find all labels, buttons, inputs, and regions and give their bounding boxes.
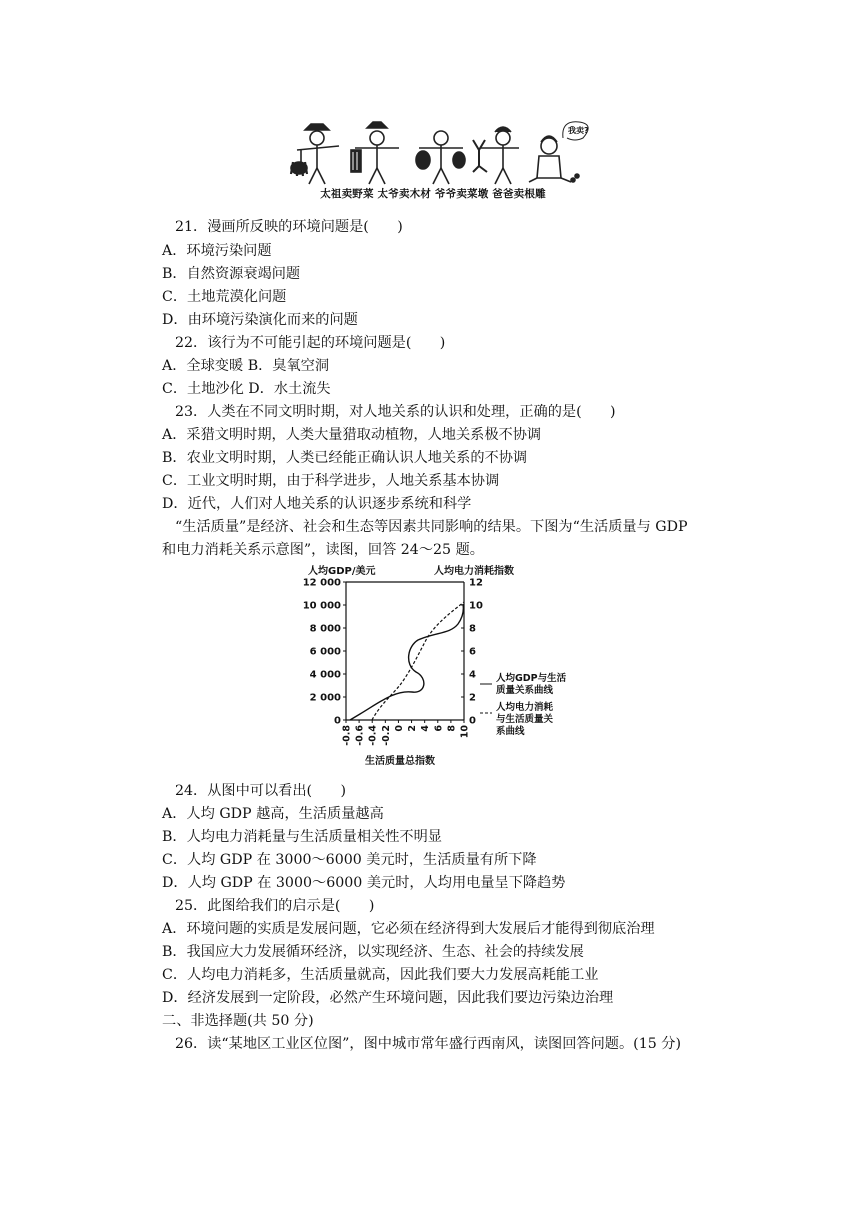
left-tick-label: 4 000 bbox=[309, 669, 341, 681]
q24-option-b: B．人均电力消耗量与生活质量相关性不明显 bbox=[162, 829, 442, 845]
x-tick-label: 2 bbox=[407, 725, 419, 732]
q25-option-d: D．经济发展到一定阶段，必然产生环境问题，因此我们要边污染边治理 bbox=[162, 990, 614, 1006]
q23-option-a: A．采猎文明时期，人类大量猎取动植物，人地关系极不协调 bbox=[162, 427, 542, 443]
q24-stem: 24．从图中可以看出( ) bbox=[175, 783, 346, 799]
q26-stem: 26．读“某地区工业区位图”，图中城市常年盛行西南风，读图回答问题。(15 分) bbox=[175, 1036, 682, 1052]
figure-ancestor-vegetables bbox=[291, 124, 339, 184]
figure-grandpa-boards bbox=[416, 131, 465, 184]
legend-solid-line-2: 质量关系曲线 bbox=[496, 685, 554, 696]
x-tick-label: -0.6 bbox=[354, 725, 366, 746]
q23-option-c: C．工业文明时期，由于科学进步，人地关系基本协调 bbox=[162, 473, 500, 489]
left-tick-label: 8 000 bbox=[309, 623, 341, 635]
left-axis-title: 人均GDP/美元 bbox=[308, 566, 376, 577]
figure-grandfather-wood bbox=[351, 122, 399, 184]
q21-option-a: A．环境污染问题 bbox=[162, 243, 272, 259]
q25-option-b: B．我国应大力发展循环经济，以实现经济、生态、社会的持续发展 bbox=[162, 944, 584, 960]
x-tick-label: -0.8 bbox=[341, 725, 353, 746]
q24-option-a: A．人均 GDP 越高，生活质量越高 bbox=[162, 806, 384, 822]
q23-stem: 23．人类在不同文明时期，对人地关系的认识和处理，正确的是( ) bbox=[175, 404, 616, 420]
q24-option-c: C．人均 GDP 在 3000～6000 美元时，生活质量有所下降 bbox=[162, 852, 537, 868]
q23-option-b: B．农业文明时期，人类已经能正确认识人地关系的不协调 bbox=[162, 450, 528, 466]
x-tick-label: 8 bbox=[446, 725, 458, 732]
q22-stem: 22．该行为不可能引起的环境问题是( ) bbox=[175, 335, 446, 351]
right-tick-label: 8 bbox=[469, 623, 476, 635]
right-tick-label: 6 bbox=[469, 646, 476, 658]
intro-line-1: “生活质量”是经济、社会和生态等因素共同影响的结果。下图为“生活质量与 GDP bbox=[175, 519, 688, 535]
q22-options-cd: C．土地沙化 D．水土流失 bbox=[162, 381, 331, 397]
left-tick-label: 12 000 bbox=[302, 577, 341, 589]
q21-option-b: B．自然资源衰竭问题 bbox=[162, 266, 301, 282]
q21-option-d: D．由环境污染演化而来的问题 bbox=[162, 312, 358, 328]
q21-stem: 21．漫画所反映的环境问题是( ) bbox=[175, 219, 403, 235]
x-axis-title: 生活质量总指数 bbox=[365, 756, 435, 767]
q25-option-c: C．人均电力消耗多，生活质量就高，因此我们要大力发展高耗能工业 bbox=[162, 967, 599, 983]
q22-options-ab: A．全球变暖 B．臭氧空洞 bbox=[162, 358, 330, 374]
legend-solid-line-1: 人均GDP与生活 bbox=[496, 673, 567, 684]
x-tick-label: 6 bbox=[433, 725, 445, 732]
q25-option-a: A．环境问题的实质是发展问题，它必须在经济得到大发展后才能得到彻底治理 bbox=[162, 921, 655, 937]
right-tick-label: 10 bbox=[469, 600, 483, 612]
figure-father-rootcarving bbox=[473, 127, 519, 184]
right-axis-title: 人均电力消耗指数 bbox=[434, 566, 514, 577]
x-tick-label: 4 bbox=[420, 725, 432, 732]
cartoon-caption: 太祖卖野菜 太爷卖木材 爷爷卖菜墩 爸爸卖根雕 bbox=[320, 188, 546, 200]
chart-axes bbox=[346, 582, 464, 720]
q23-option-d: D．近代，人们对人地关系的认识逐步系统和科学 bbox=[162, 496, 472, 512]
right-tick-label: 2 bbox=[469, 692, 476, 704]
right-tick-label: 4 bbox=[469, 669, 476, 681]
left-tick-label: 6 000 bbox=[309, 646, 341, 658]
x-tick-label: -0.4 bbox=[367, 725, 379, 746]
q21-option-c: C．土地荒漠化问题 bbox=[162, 289, 287, 305]
legend-dashed-line-3: 系曲线 bbox=[496, 726, 525, 737]
legend-dashed-line-1: 人均电力消耗 bbox=[496, 702, 554, 713]
x-axis-ticks bbox=[342, 720, 471, 746]
speech-bubble-text: 我卖? bbox=[568, 126, 589, 135]
gdp-quality-curve bbox=[350, 604, 463, 720]
x-tick-label: -0.2 bbox=[380, 725, 392, 746]
q24-option-d: D．人均 GDP 在 3000～6000 美元时，人均用电量呈下降趋势 bbox=[162, 875, 566, 891]
q25-stem: 25．此图给我们的启示是( ) bbox=[175, 898, 375, 914]
x-tick-label: 10 bbox=[459, 725, 471, 739]
section-2-heading: 二、非选择题(共 50 分) bbox=[162, 1013, 314, 1029]
legend-dashed-line-2: 与生活质量关 bbox=[496, 714, 554, 725]
x-tick-label: 0 bbox=[393, 725, 405, 732]
left-tick-label: 0 bbox=[334, 715, 341, 727]
gdp-electricity-chart bbox=[300, 560, 600, 775]
left-tick-label: 10 000 bbox=[302, 600, 341, 612]
right-tick-label: 12 bbox=[469, 577, 483, 589]
left-axis-ticks bbox=[303, 578, 346, 727]
left-tick-label: 2 000 bbox=[309, 692, 341, 704]
electricity-quality-curve bbox=[372, 602, 464, 720]
right-tick-label: 0 bbox=[469, 715, 476, 727]
intro-line-2: 和电力消耗关系示意图”，读图，回答 24～25 题。 bbox=[162, 542, 484, 558]
